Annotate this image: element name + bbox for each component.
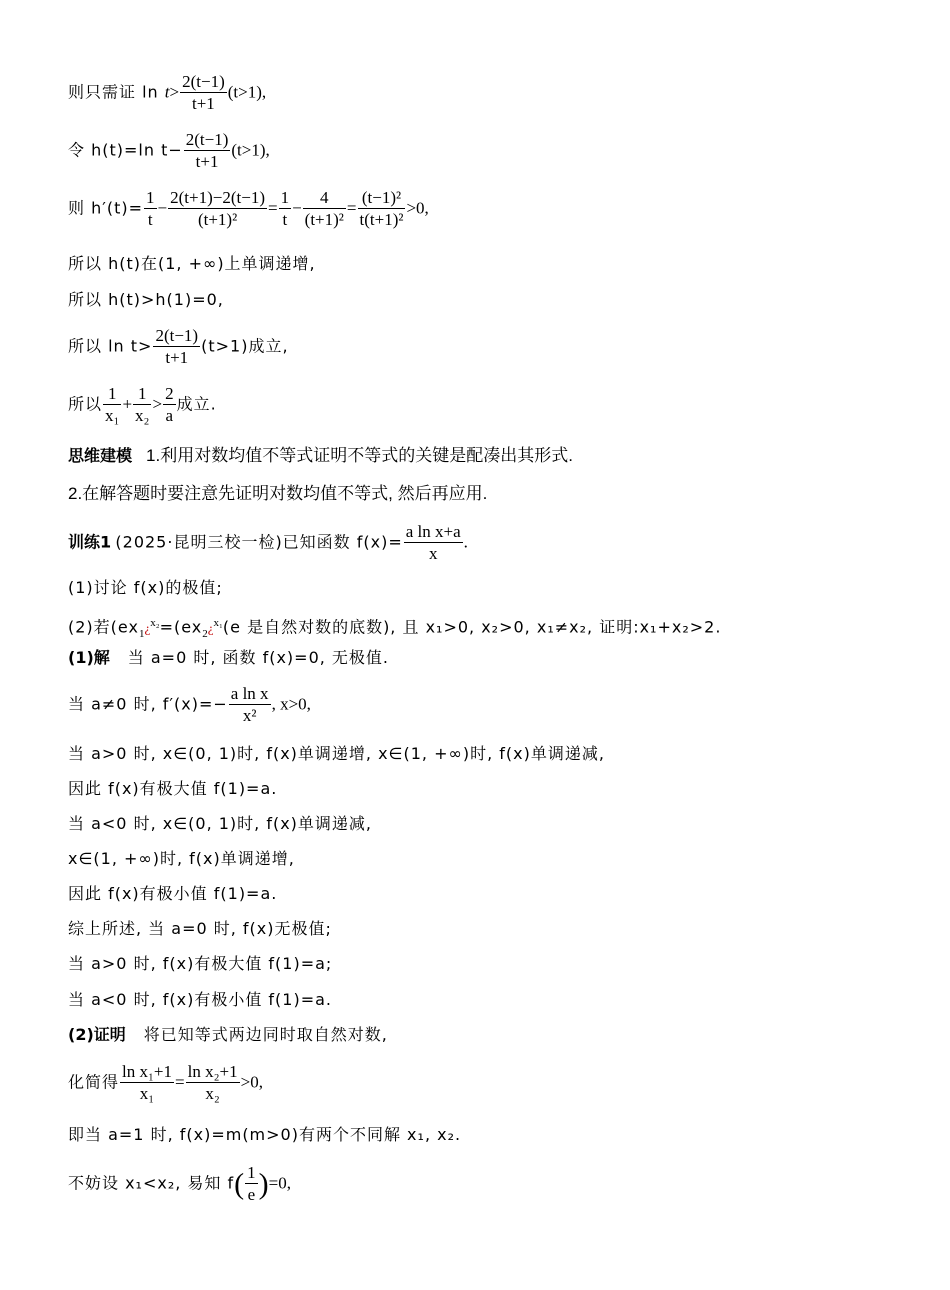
proof-line-4: 不妨设 x₁<x₂, 易知 f( $\frac{1}{e}$ )=0, <box>68 1163 291 1204</box>
fraction <box>184 130 231 173</box>
question-2: (2)若($ex_1¿^{x_2}=(ex_2¿^{x_1}(e$ 是自然对数的底数), 且 x₁>0, x₂>0, x₁≠x₂, 证明:x₁+x₂>2. <box>68 617 722 641</box>
proof-line-2: 化简得 $\frac{\text{ln x₁+1}}{\text{x₁}}$ = $\frac{\text{ln x₂+1}}{\text{x₂}}$ >0, <box>68 1062 263 1103</box>
denominator: x₂ <box>135 406 150 425</box>
denominator: (t+1)² <box>168 208 267 231</box>
denominator: t+1 <box>184 150 231 173</box>
solution-line-2 <box>68 684 311 727</box>
numerator: 1 <box>146 188 155 207</box>
denominator: a <box>163 404 176 427</box>
text: (2)若(ex <box>68 617 139 637</box>
numerator: 1 <box>138 384 147 403</box>
solution-line-8: 综上所述, 当 a=0 时, f(x)无极值; <box>68 919 332 938</box>
numerator: (t−1)² <box>361 188 402 207</box>
fraction <box>144 188 157 231</box>
solution-line-7: 因此 f(x)有极小值 f(1)=a. <box>68 884 278 903</box>
text: 当 a=0 时, 函数 f(x)=0, 无极值. <box>127 648 390 667</box>
fraction <box>186 1062 240 1105</box>
denominator: (t+1)² <box>304 210 344 229</box>
text: 则只需证 ln <box>68 82 165 102</box>
fraction <box>358 188 406 231</box>
text: 不妨设 x₁<x₂, 易知 f <box>68 1173 235 1193</box>
solution-1-header <box>68 648 389 668</box>
line-2 <box>68 130 270 173</box>
training-label: 训练1 <box>68 532 112 552</box>
solution-line-3: 当 a>0 时, x∈(0, 1)时, f(x)单调递增, x∈(1, +∞)时, f(x)单调递减, <box>68 744 605 763</box>
solution-line-5: 当 a<0 时, x∈(0, 1)时, f(x)单调递减, <box>68 814 373 833</box>
text: 则 h′(t)= <box>68 198 144 218</box>
text: =(ex <box>159 617 203 637</box>
denominator: t+1 <box>153 346 200 369</box>
numerator: 2(t−1) <box>182 72 225 91</box>
text: 将已知等式两边同时取自然对数, <box>143 1025 388 1044</box>
text: =0, <box>268 1173 291 1193</box>
line-5: 所以 h(t)>h(1)=0, <box>68 290 224 309</box>
numerator: a ln x+a <box>405 522 461 541</box>
garbled-char: ¿ <box>144 620 151 636</box>
proof-label: (2)证明 <box>68 1025 126 1044</box>
text: 所以 ln t> <box>68 336 153 356</box>
var: t <box>164 82 170 102</box>
numerator: 2(t−1) <box>185 130 229 149</box>
fraction <box>180 72 227 115</box>
model-line-1 <box>68 446 573 466</box>
text: (t>1)成立, <box>201 336 289 356</box>
text: , x>0, <box>271 694 311 714</box>
line-6 <box>68 326 289 369</box>
line-3: 则 h′(t)= $\frac{1}{t}$ − $\frac{2(t+1)-2(t-1)}{\text{(t+1)²}}$ = $\frac{1}{t}$ − $\frac{4}{\text{(t+1)²}}$ = $\frac{\text{(t−1)²}}{\text{t(t+1)²}}$ >0, <box>68 188 429 229</box>
denominator: x₂ <box>186 1082 240 1105</box>
fraction <box>163 384 176 427</box>
fraction <box>245 1163 258 1206</box>
fraction <box>103 384 121 427</box>
text: (t>1), <box>227 82 267 102</box>
numerator: 1 <box>107 384 117 403</box>
text: 所以 <box>68 394 103 414</box>
fraction <box>133 384 151 427</box>
denominator: t <box>279 208 292 231</box>
line-1 <box>68 72 266 115</box>
fraction <box>404 522 463 565</box>
numerator: ln x₂+1 <box>187 1062 238 1081</box>
fraction <box>279 188 292 231</box>
numerator: 2 <box>165 384 174 403</box>
solution-line-9: 当 a>0 时, f(x)有极大值 f(1)=a; <box>68 954 333 973</box>
solution-line-10: 当 a<0 时, f(x)有极小值 f(1)=a. <box>68 990 333 1009</box>
model-line-2: 2.在解答题时要注意先证明对数均值不等式, 然后再应用. <box>68 484 488 503</box>
denominator: t+1 <box>180 92 227 115</box>
numerator: 1 <box>280 188 290 207</box>
denominator: t(t+1)² <box>359 210 404 229</box>
text: >0, <box>240 1072 263 1092</box>
line-4: 所以 h(t)在(1, +∞)上单调递增, <box>68 254 316 273</box>
numerator: a ln x <box>230 684 269 703</box>
numerator: 4 <box>320 188 329 207</box>
text: 令 h(t)=ln t− <box>68 140 183 160</box>
training-line: 训练1 (2025·昆明三校一检)已知函数 f(x)= $\frac{\text{a ln x+a}}{x}$ . <box>68 522 468 563</box>
numerator: 2(t−1) <box>155 326 199 345</box>
denominator: e <box>245 1183 258 1206</box>
numerator: ln x₁+1 <box>122 1062 173 1081</box>
numerator: 2(t+1)−2(t−1) <box>170 188 265 207</box>
fraction <box>168 188 267 231</box>
denominator: x₁ <box>120 1082 174 1105</box>
model-label: 思维建模 <box>68 446 133 465</box>
text: 成立. <box>176 394 217 414</box>
op: > <box>169 82 180 102</box>
text: 1.利用对数均值不等式证明不等式的关键是配凑出其形式. <box>146 446 573 465</box>
denominator: x² <box>229 704 271 727</box>
solution-label: (1)解 <box>68 648 110 667</box>
text: (t>1), <box>231 140 270 160</box>
denominator: x <box>404 542 463 565</box>
numerator: 1 <box>247 1163 256 1182</box>
garbled-char: ¿ <box>207 620 214 636</box>
solution-line-4: 因此 f(x)有极大值 f(1)=a. <box>68 779 278 798</box>
text: 当 a≠0 时, f′(x)=− <box>68 694 228 714</box>
text: (2025·昆明三校一检)已知函数 f(x)= <box>115 532 403 552</box>
denominator: x₁ <box>105 406 120 425</box>
text: >0, <box>406 198 429 218</box>
question-1: (1)讨论 f(x)的极值; <box>68 578 223 597</box>
text: (e 是自然对数的底数), 且 x₁>0, x₂>0, x₁≠x₂, 证明:x₁+x₂>2. <box>222 617 722 637</box>
fraction <box>120 1062 174 1105</box>
solution-line-6: x∈(1, +∞)时, f(x)单调递增, <box>68 849 295 868</box>
proof-line-3: 即当 a=1 时, f(x)=m(m>0)有两个不同解 x₁, x₂. <box>68 1125 462 1144</box>
proof-header <box>68 1025 388 1045</box>
line-7: 所以 $\frac{1}{\text{x₁}}$ + $\frac{1}{\text{x₂}}$ > $\frac{2}{a}$ 成立. <box>68 384 217 425</box>
fraction <box>229 684 271 727</box>
fraction <box>153 326 200 369</box>
text: 化简得 <box>68 1072 120 1092</box>
denominator: t <box>144 208 157 231</box>
fraction <box>303 188 346 231</box>
